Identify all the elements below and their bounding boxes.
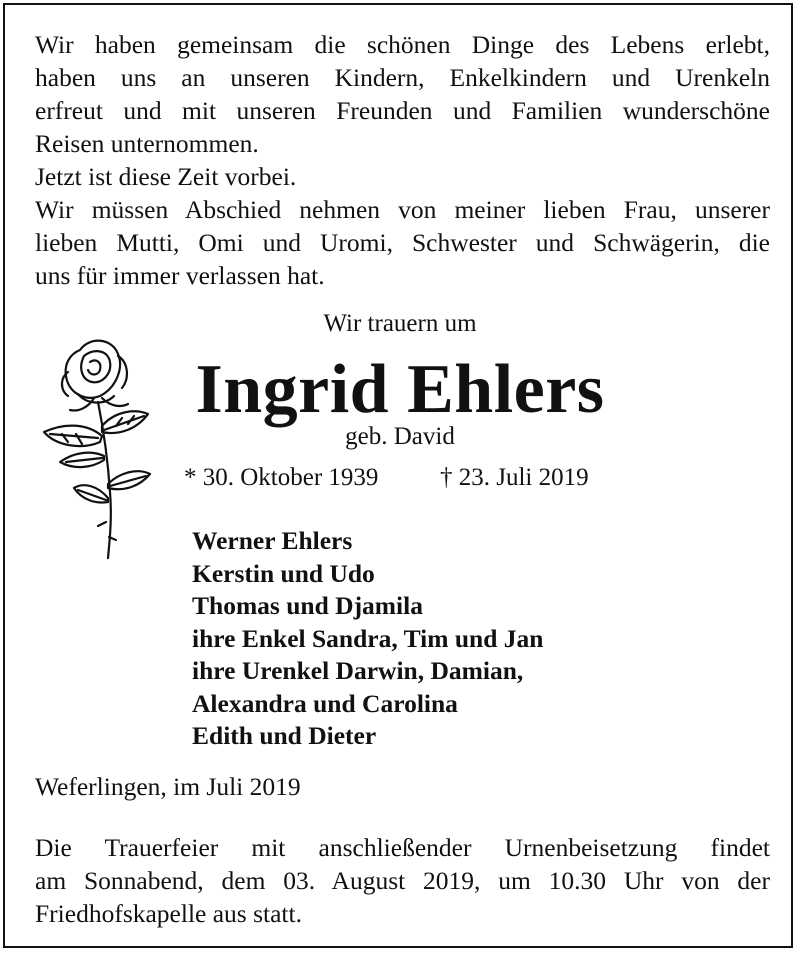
mourner-line: Alexandra und Carolina [192,688,458,718]
intro-line: lieben Mutti, Omi und Uromi, Schwester und Schwägerin, die [35,228,770,257]
deceased-name: Ingrid Ehlers [195,351,605,428]
intro-line: Reisen unternommen. [35,129,259,158]
service-line: am Sonnabend, dem 03. August 2019, um 10.30 Uhr von der [35,866,770,895]
service-line: Die Trauerfeier mit anschließender Urnenbeisetzung findet [35,833,770,862]
mourner-line: Edith und Dieter [192,721,377,750]
death-date: † 23. Juli 2019 [440,464,589,491]
intro-line: Jetzt ist diese Zeit vorbei. [35,162,297,191]
intro-text [35,28,770,292]
intro-line: erfreut und mit unseren Freunden und Familien wunderschöne [35,96,770,125]
mourner-line: Werner Ehlers [192,526,353,555]
intro-line: uns für immer verlassen hat. [35,261,325,290]
mourner-line: ihre Urenkel Darwin, Damian, [192,656,524,685]
mourner-line: ihre Enkel Sandra, Tim und Jan [192,623,544,653]
birth-name: geb. David [345,423,455,450]
mourner-line: Thomas und Djamila [192,591,423,620]
birth-date: * 30. Oktober 1939 [184,464,379,491]
mourners-list [192,525,543,753]
intro-line: Wir müssen Abschied nehmen von meiner lieben Frau, unserer [35,195,770,224]
rose-icon [38,332,156,562]
mourner-line: Kerstin und Udo [192,558,375,588]
intro-line: Wir haben gemeinsam die schönen Dinge des Lebens erlebt, [35,30,770,59]
mourning-line: Wir trauern um [323,310,477,337]
place-date: Weferlingen, im Juli 2019 [35,772,301,801]
intro-line: haben uns an unseren Kindern, Enkelkindern und Urenkeln [35,63,770,92]
service-line: Friedhofskapelle aus statt. [35,899,302,928]
service-text [35,831,770,930]
